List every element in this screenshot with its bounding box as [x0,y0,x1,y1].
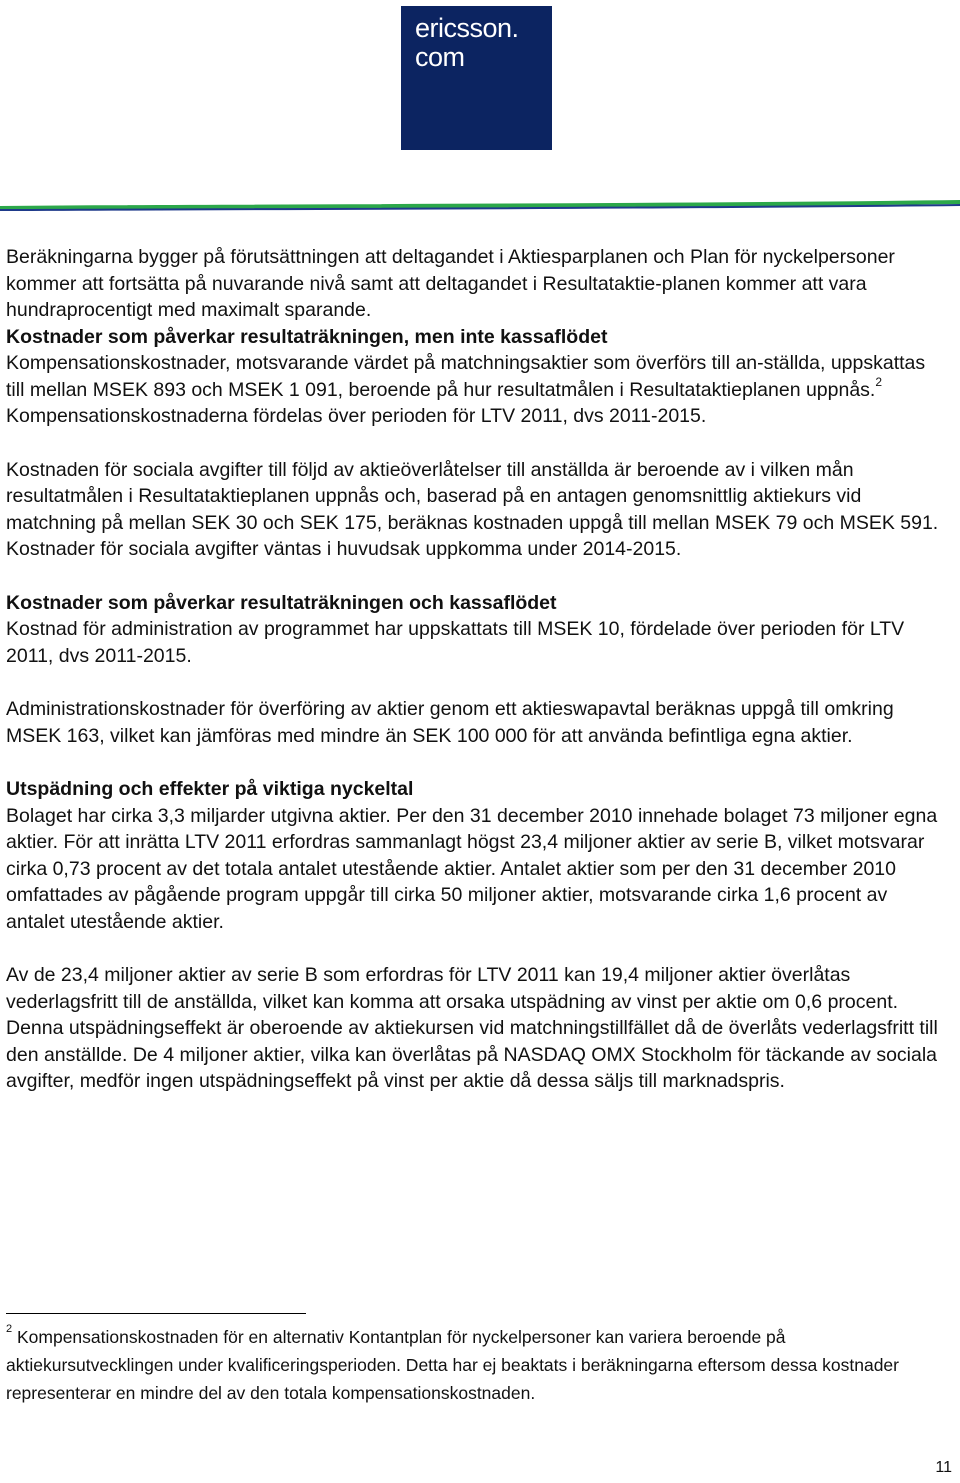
document-body [6,244,946,1095]
administration-paragraph: Kostnad för administration av programmet har uppskattats till MSEK 10, fördelade över perioden för LTV 2011, dvs 2011-2015. [6,618,905,667]
compensation-text-b: Kompensationskostnaderna fördelas över perioden för LTV 2011, dvs 2011-2015. [6,405,707,427]
page-number: 11 [935,1459,952,1476]
heading-dilution: Utspädning och effekter på viktiga nyckeltal [6,778,414,800]
heading-cost-and-cashflow: Kostnader som påverkar resultaträkningen och kassaflödet [6,591,557,614]
intro-paragraph: Beräkningarna bygger på förutsättningen att deltagandet i Aktiesparplanen och Plan för nyckelpersoner kommer att fortsätta på nuvarande nivå samt att deltagandet i Resultataktie-planen kommer att vara hundraprocentigt med maximalt sparande. [6,246,895,321]
heading-cost-not-cashflow: Kostnader som påverkar resultaträkningen, men inte kassaflödet [6,325,608,348]
footnote-ref: 2 [875,375,883,389]
compensation-paragraph [6,350,946,430]
ericsson-logo [401,6,552,150]
swap-cost-paragraph: Administrationskostnader för överföring av aktier genom ett aktieswapavtal beräknas uppgå till omkring MSEK 163, vilket kan jämföras med mindre än SEK 100 000 för att använda befintliga egna aktier. [6,698,894,747]
footnote-text: Kompensationskostnaden för en alternativ Kontantplan för nyckelpersoner kan variera beroende på aktiekursutvecklingen under kvalificeringsperioden. Detta har ej beaktats i beräkningarna eftersom dessa kostnader representerar en mindre del av den totala kompensationskostnaden. [6,1327,899,1403]
header-swoosh [0,160,960,220]
footnote-number: 2 [6,1323,13,1336]
footnote [6,1323,946,1407]
dilution-paragraph: Av de 23,4 miljoner aktier av serie B som erfordras för LTV 2011 kan 19,4 miljoner aktier överlåtas vederlagsfritt till de anställda, vilket kan komma att orsaka utspädning av vinst per aktie om 0,6 procent. Denna utspädningseffekt är oberoende av aktiekursen vid matchningstillfället då de överlåts vederlagsfritt till den anställde. De 4 miljoner aktier, vilka kan överlåtas på NASDAQ OMX Stockholm för täckande av sociala avgifter, medför ingen utspädningseffekt på vinst per aktie då dessa säljs till marknadspris. [6,964,938,1092]
social-fees-paragraph: Kostnaden för sociala avgifter till följd av aktieöverlåtelser till anställda är beroende av i vilken mån resultatmålen i Resultataktieplanen uppnås och, baserad på en antagen genomsnittlig aktiekurs vid matchning på mellan SEK 30 och SEK 175, beräknas kostnaden uppgå till mellan MSEK 79 och MSEK 591. Kostnader för sociala avgifter väntas i huvudsak uppkomma under 2014-2015. [6,458,939,560]
footnote-rule [6,1313,306,1314]
logo-text [415,14,519,72]
logo-line-1: ericsson. [415,13,519,43]
shares-paragraph: Bolaget har cirka 3,3 miljarder utgivna aktier. Per den 31 december 2010 innehade bolaget 73 miljoner egna aktier. För att inrätta LTV 2011 erfordras sammanlagt högst 23,4 miljoner aktier av serie B, vilket motsvarar cirka 0,73 procent av det totala antalet utestående aktier. Antalet aktier som per den 31 december 2010 omfattades av pågående program uppgår till cirka 50 miljoner aktier, motsvarande cirka 1,6 procent av antalet utestående aktier. [6,804,938,933]
logo-line-2: com [415,42,465,72]
compensation-text-a: Kompensationskostnader, motsvarande värdet på matchningsaktier som överförs till an-ställda, uppskattas till mellan MSEK 893 och MSEK 1 091, beroende på hur resultatmålen i Resultataktieplanen uppnås. [6,352,926,401]
